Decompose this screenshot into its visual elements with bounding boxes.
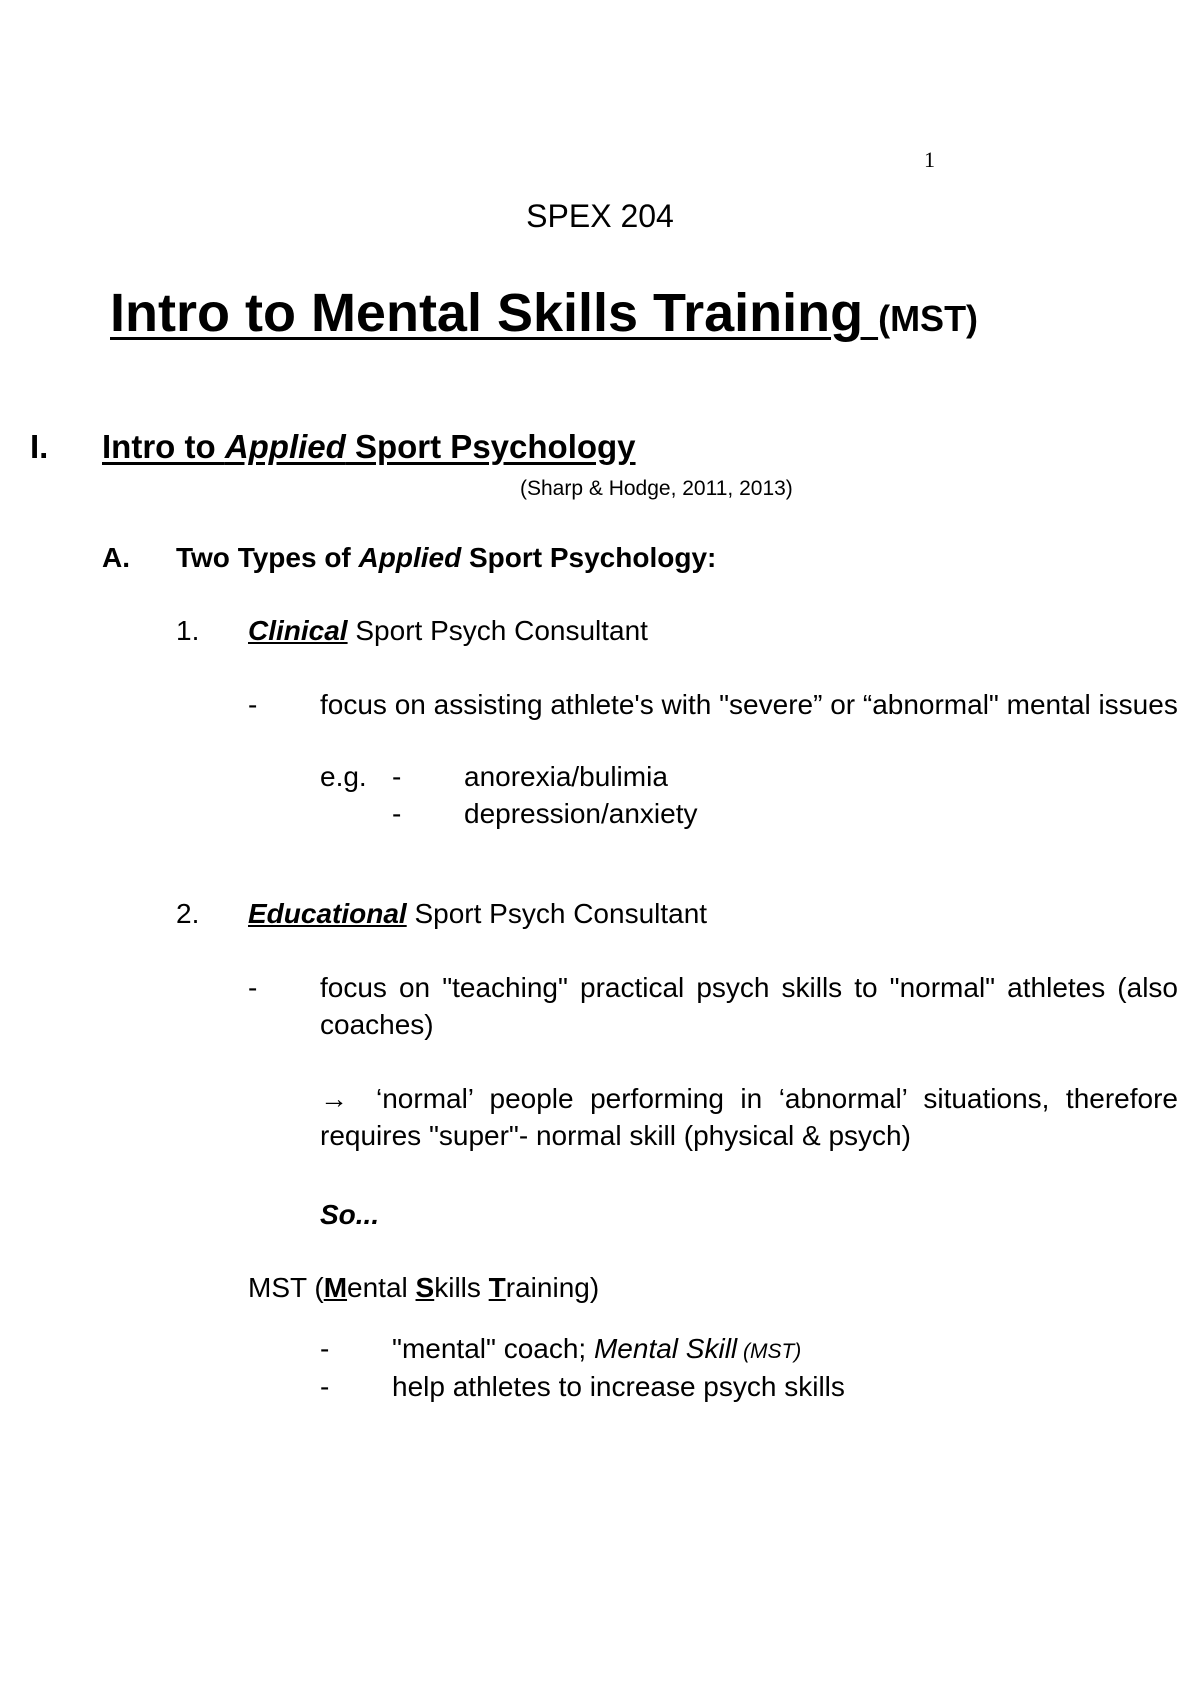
arrow-paragraph xyxy=(320,1080,1178,1154)
item-2-title xyxy=(248,898,707,930)
so-text: So... xyxy=(320,1199,380,1230)
section-title-post: Sport Psychology xyxy=(345,428,636,465)
mst-raining: raining) xyxy=(505,1272,600,1303)
mst-bullet-2: help athletes to increase psych skills xyxy=(392,1371,845,1402)
mst-letter-t: T xyxy=(488,1272,506,1303)
item-2-bullet: - xyxy=(248,972,258,1003)
subsection-title-post: Sport Psychology: xyxy=(461,542,717,573)
mst-bullet-1-pre: "mental" coach; xyxy=(392,1333,594,1364)
mst-ental: ental xyxy=(347,1272,416,1303)
subsection-title-emphasis: Applied xyxy=(358,542,462,573)
section-title-emphasis: Applied xyxy=(224,428,346,465)
course-code: SPEX 204 xyxy=(526,198,674,234)
mst-bullet-1 xyxy=(392,1333,801,1365)
section-marker: I. xyxy=(30,428,49,465)
mst-heading xyxy=(248,1272,599,1304)
item-2-title-emphasis: Educational xyxy=(248,898,407,929)
item-2-title-post: Sport Psych Consultant xyxy=(406,898,708,929)
title-abbreviation: (MST) xyxy=(878,298,979,339)
item-1-title-emphasis: Clinical xyxy=(248,615,348,646)
eg-item-2: depression/anxiety xyxy=(464,798,698,829)
item-1-bullet: - xyxy=(248,689,258,720)
arrow-icon: → xyxy=(320,1083,348,1114)
eg-dash-1: - xyxy=(392,761,402,792)
document-title xyxy=(110,282,978,344)
item-1-marker: 1. xyxy=(176,615,200,646)
eg-item-1: anorexia/bulimia xyxy=(464,761,668,792)
section-title-pre: Intro to xyxy=(102,428,225,465)
mst-kills: kills xyxy=(434,1272,489,1303)
item-2-marker: 2. xyxy=(176,898,200,929)
mst-letter-s: S xyxy=(415,1272,435,1303)
item-2-description: focus on "teaching" practical psych skills to "normal" athletes (also coaches) xyxy=(320,972,1178,1040)
item-1-description: focus on assisting athlete's with "severe” or “abnormal" mental issues xyxy=(320,689,1178,720)
mst-letter-m: M xyxy=(323,1272,348,1303)
subsection-marker: A. xyxy=(102,542,130,573)
arrow-paragraph-text: ‘normal’ people performing in ‘abnormal’ situations, therefore requires "super"- normal skill (physical & psych) xyxy=(320,1083,1178,1151)
mst-bullet-dash-2: - xyxy=(320,1371,330,1402)
mst-bullet-dash-1: - xyxy=(320,1333,330,1364)
title-main: Intro to Mental Skills Training xyxy=(110,283,879,343)
subsection-title xyxy=(176,542,716,574)
citation: (Sharp & Hodge, 2011, 2013) xyxy=(520,477,793,500)
section-title xyxy=(102,428,636,466)
eg-dash-2: - xyxy=(392,798,402,829)
eg-label: e.g. xyxy=(320,761,367,792)
subsection-title-pre: Two Types of xyxy=(176,542,359,573)
item-1-title xyxy=(248,615,648,647)
page-number: 1 xyxy=(924,147,935,172)
mst-bullet-1-small: (MST) xyxy=(737,1340,802,1363)
mst-pre: MST ( xyxy=(248,1272,324,1303)
mst-bullet-1-emphasis: Mental Skill xyxy=(593,1333,738,1364)
item-1-title-post: Sport Psych Consultant xyxy=(347,615,648,646)
